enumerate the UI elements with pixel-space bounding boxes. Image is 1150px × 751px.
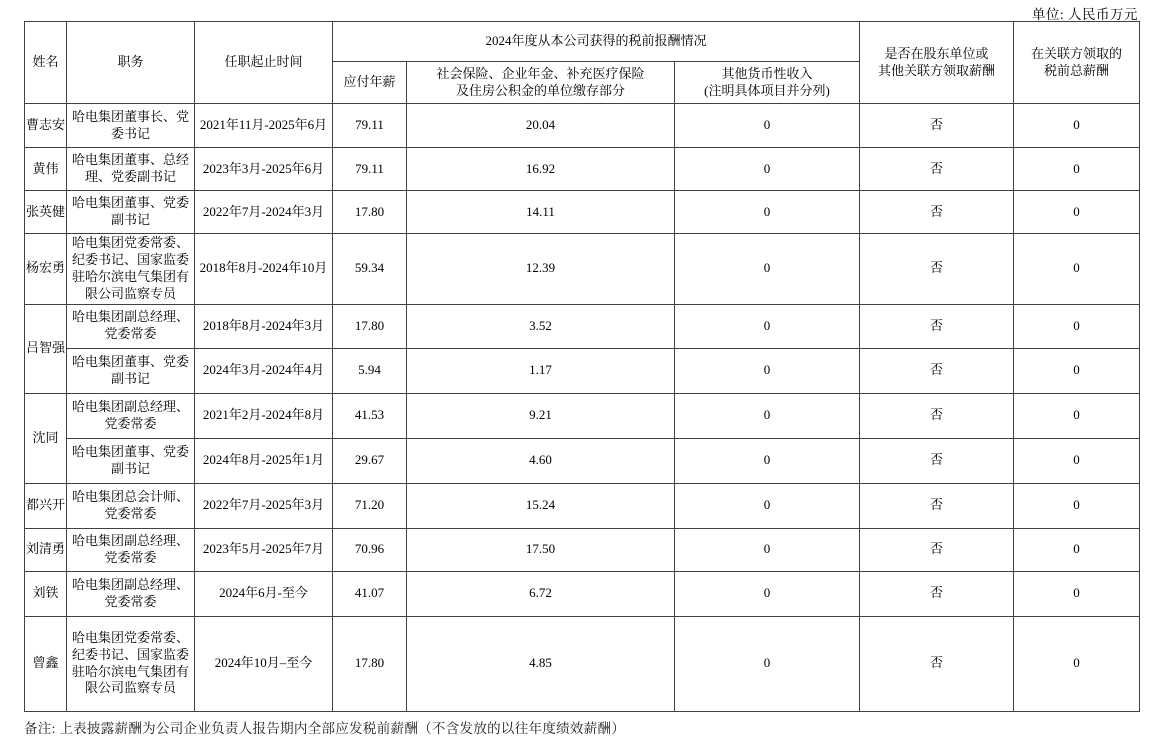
cell-name: 刘清勇 — [25, 528, 67, 571]
cell-from-related: 否 — [860, 148, 1014, 191]
table-row — [25, 616, 1140, 711]
cell-salary: 70.96 — [333, 528, 407, 571]
cell-position: 哈电集团董事、党委副书记 — [67, 438, 195, 483]
cell-name: 张英健 — [25, 191, 67, 234]
cell-other-income: 0 — [675, 148, 860, 191]
cell-insurance: 9.21 — [407, 393, 675, 438]
cell-from-related: 否 — [860, 104, 1014, 148]
header-salary: 应付年薪 — [333, 62, 407, 104]
cell-other-income: 0 — [675, 483, 860, 528]
cell-name: 曹志安 — [25, 104, 67, 148]
cell-related-total: 0 — [1014, 438, 1140, 483]
header-other-income-line2: (注明具体项目并分列) — [704, 82, 830, 98]
cell-insurance: 20.04 — [407, 104, 675, 148]
cell-salary: 41.53 — [333, 393, 407, 438]
header-other-income — [675, 62, 860, 104]
cell-from-related: 否 — [860, 191, 1014, 234]
table-row — [25, 148, 1140, 191]
table-row — [25, 104, 1140, 148]
cell-insurance: 6.72 — [407, 571, 675, 616]
cell-insurance: 4.85 — [407, 616, 675, 711]
cell-position: 哈电集团董事长、党委书记 — [67, 104, 195, 148]
cell-related-total: 0 — [1014, 304, 1140, 348]
header-row-group — [25, 22, 1140, 62]
cell-term: 2023年5月-2025年7月 — [195, 528, 333, 571]
header-related-total — [1014, 22, 1140, 104]
cell-from-related: 否 — [860, 438, 1014, 483]
table-row — [25, 438, 1140, 483]
cell-name: 刘铁 — [25, 571, 67, 616]
cell-position: 哈电集团副总经理、党委常委 — [67, 304, 195, 348]
cell-from-related: 否 — [860, 616, 1014, 711]
cell-salary: 29.67 — [333, 438, 407, 483]
cell-position: 哈电集团董事、党委副书记 — [67, 348, 195, 393]
cell-name: 吕智强 — [25, 304, 67, 393]
header-related-party-line1: 是否在股东单位或 — [884, 45, 989, 61]
table-row — [25, 191, 1140, 234]
cell-from-related: 否 — [860, 393, 1014, 438]
cell-other-income: 0 — [675, 191, 860, 234]
cell-insurance: 16.92 — [407, 148, 675, 191]
compensation-table — [24, 21, 1140, 712]
cell-from-related: 否 — [860, 528, 1014, 571]
cell-insurance: 17.50 — [407, 528, 675, 571]
cell-related-total: 0 — [1014, 571, 1140, 616]
cell-insurance: 15.24 — [407, 483, 675, 528]
cell-other-income: 0 — [675, 571, 860, 616]
header-related-total-line2: 税前总薪酬 — [1044, 62, 1110, 78]
cell-name: 沈同 — [25, 393, 67, 483]
cell-term: 2024年3月-2024年4月 — [195, 348, 333, 393]
cell-term: 2022年7月-2024年3月 — [195, 191, 333, 234]
cell-salary: 59.34 — [333, 234, 407, 305]
header-related-total-line1: 在关联方领取的 — [1031, 45, 1123, 61]
cell-insurance: 4.60 — [407, 438, 675, 483]
cell-related-total: 0 — [1014, 104, 1140, 148]
table-row — [25, 304, 1140, 348]
table-row — [25, 348, 1140, 393]
table-row — [25, 528, 1140, 571]
cell-insurance: 12.39 — [407, 234, 675, 305]
table-row — [25, 571, 1140, 616]
header-insurance-line1: 社会保险、企业年金、补充医疗保险 — [436, 65, 645, 81]
cell-other-income: 0 — [675, 616, 860, 711]
table-row — [25, 483, 1140, 528]
cell-position: 哈电集团副总经理、党委常委 — [67, 393, 195, 438]
header-other-income-line1: 其他货币性收入 — [721, 65, 813, 81]
cell-salary: 41.07 — [333, 571, 407, 616]
cell-term: 2022年7月-2025年3月 — [195, 483, 333, 528]
cell-term: 2018年8月-2024年3月 — [195, 304, 333, 348]
cell-related-total: 0 — [1014, 191, 1140, 234]
cell-salary: 17.80 — [333, 191, 407, 234]
cell-from-related: 否 — [860, 571, 1014, 616]
table-row — [25, 234, 1140, 305]
cell-insurance: 3.52 — [407, 304, 675, 348]
cell-salary: 17.80 — [333, 304, 407, 348]
cell-insurance: 1.17 — [407, 348, 675, 393]
cell-related-total: 0 — [1014, 348, 1140, 393]
header-name: 姓名 — [25, 22, 67, 104]
cell-position: 哈电集团董事、党委副书记 — [67, 191, 195, 234]
cell-other-income: 0 — [675, 393, 860, 438]
cell-other-income: 0 — [675, 348, 860, 393]
unit-label: 单位: 人民币万元 — [1031, 7, 1138, 22]
header-related-party-line2: 其他关联方领取薪酬 — [878, 62, 996, 78]
cell-position: 哈电集团副总经理、党委常委 — [67, 528, 195, 571]
cell-related-total: 0 — [1014, 393, 1140, 438]
cell-salary: 5.94 — [333, 348, 407, 393]
header-compensation-group: 2024年度从本公司获得的税前报酬情况 — [333, 22, 860, 62]
header-position: 职务 — [67, 22, 195, 104]
cell-position: 哈电集团总会计师、党委常委 — [67, 483, 195, 528]
cell-name: 都兴开 — [25, 483, 67, 528]
cell-related-total: 0 — [1014, 148, 1140, 191]
cell-salary: 79.11 — [333, 148, 407, 191]
cell-term: 2023年3月-2025年6月 — [195, 148, 333, 191]
table-row — [25, 393, 1140, 438]
cell-salary: 79.11 — [333, 104, 407, 148]
cell-other-income: 0 — [675, 304, 860, 348]
cell-term: 2021年11月-2025年6月 — [195, 104, 333, 148]
cell-other-income: 0 — [675, 234, 860, 305]
cell-salary: 17.80 — [333, 616, 407, 711]
footnote: 备注: 上表披露薪酬为公司企业负责人报告期内全部应发税前薪酬（不含发放的以往年度绩效薪酬） — [24, 721, 626, 736]
header-term: 任职起止时间 — [195, 22, 333, 104]
cell-related-total: 0 — [1014, 528, 1140, 571]
cell-name: 杨宏勇 — [25, 234, 67, 305]
cell-position: 哈电集团党委常委、纪委书记、国家监委驻哈尔滨电气集团有限公司监察专员 — [67, 616, 195, 711]
cell-term: 2024年6月-至今 — [195, 571, 333, 616]
header-insurance-line2: 及住房公积金的单位缴存部分 — [455, 82, 625, 98]
cell-position: 哈电集团副总经理、党委常委 — [67, 571, 195, 616]
header-related-party — [860, 22, 1014, 104]
cell-term: 2024年10月–至今 — [195, 616, 333, 711]
cell-from-related: 否 — [860, 348, 1014, 393]
cell-from-related: 否 — [860, 304, 1014, 348]
cell-term: 2021年2月-2024年8月 — [195, 393, 333, 438]
cell-other-income: 0 — [675, 104, 860, 148]
cell-salary: 71.20 — [333, 483, 407, 528]
cell-from-related: 否 — [860, 234, 1014, 305]
cell-related-total: 0 — [1014, 234, 1140, 305]
cell-insurance: 14.11 — [407, 191, 675, 234]
cell-term: 2018年8月-2024年10月 — [195, 234, 333, 305]
cell-from-related: 否 — [860, 483, 1014, 528]
cell-name: 曾鑫 — [25, 616, 67, 711]
cell-name: 黄伟 — [25, 148, 67, 191]
header-insurance — [407, 62, 675, 104]
cell-other-income: 0 — [675, 528, 860, 571]
cell-term: 2024年8月-2025年1月 — [195, 438, 333, 483]
cell-other-income: 0 — [675, 438, 860, 483]
cell-related-total: 0 — [1014, 616, 1140, 711]
cell-related-total: 0 — [1014, 483, 1140, 528]
cell-position: 哈电集团董事、总经理、党委副书记 — [67, 148, 195, 191]
cell-position: 哈电集团党委常委、纪委书记、国家监委驻哈尔滨电气集团有限公司监察专员 — [67, 234, 195, 305]
